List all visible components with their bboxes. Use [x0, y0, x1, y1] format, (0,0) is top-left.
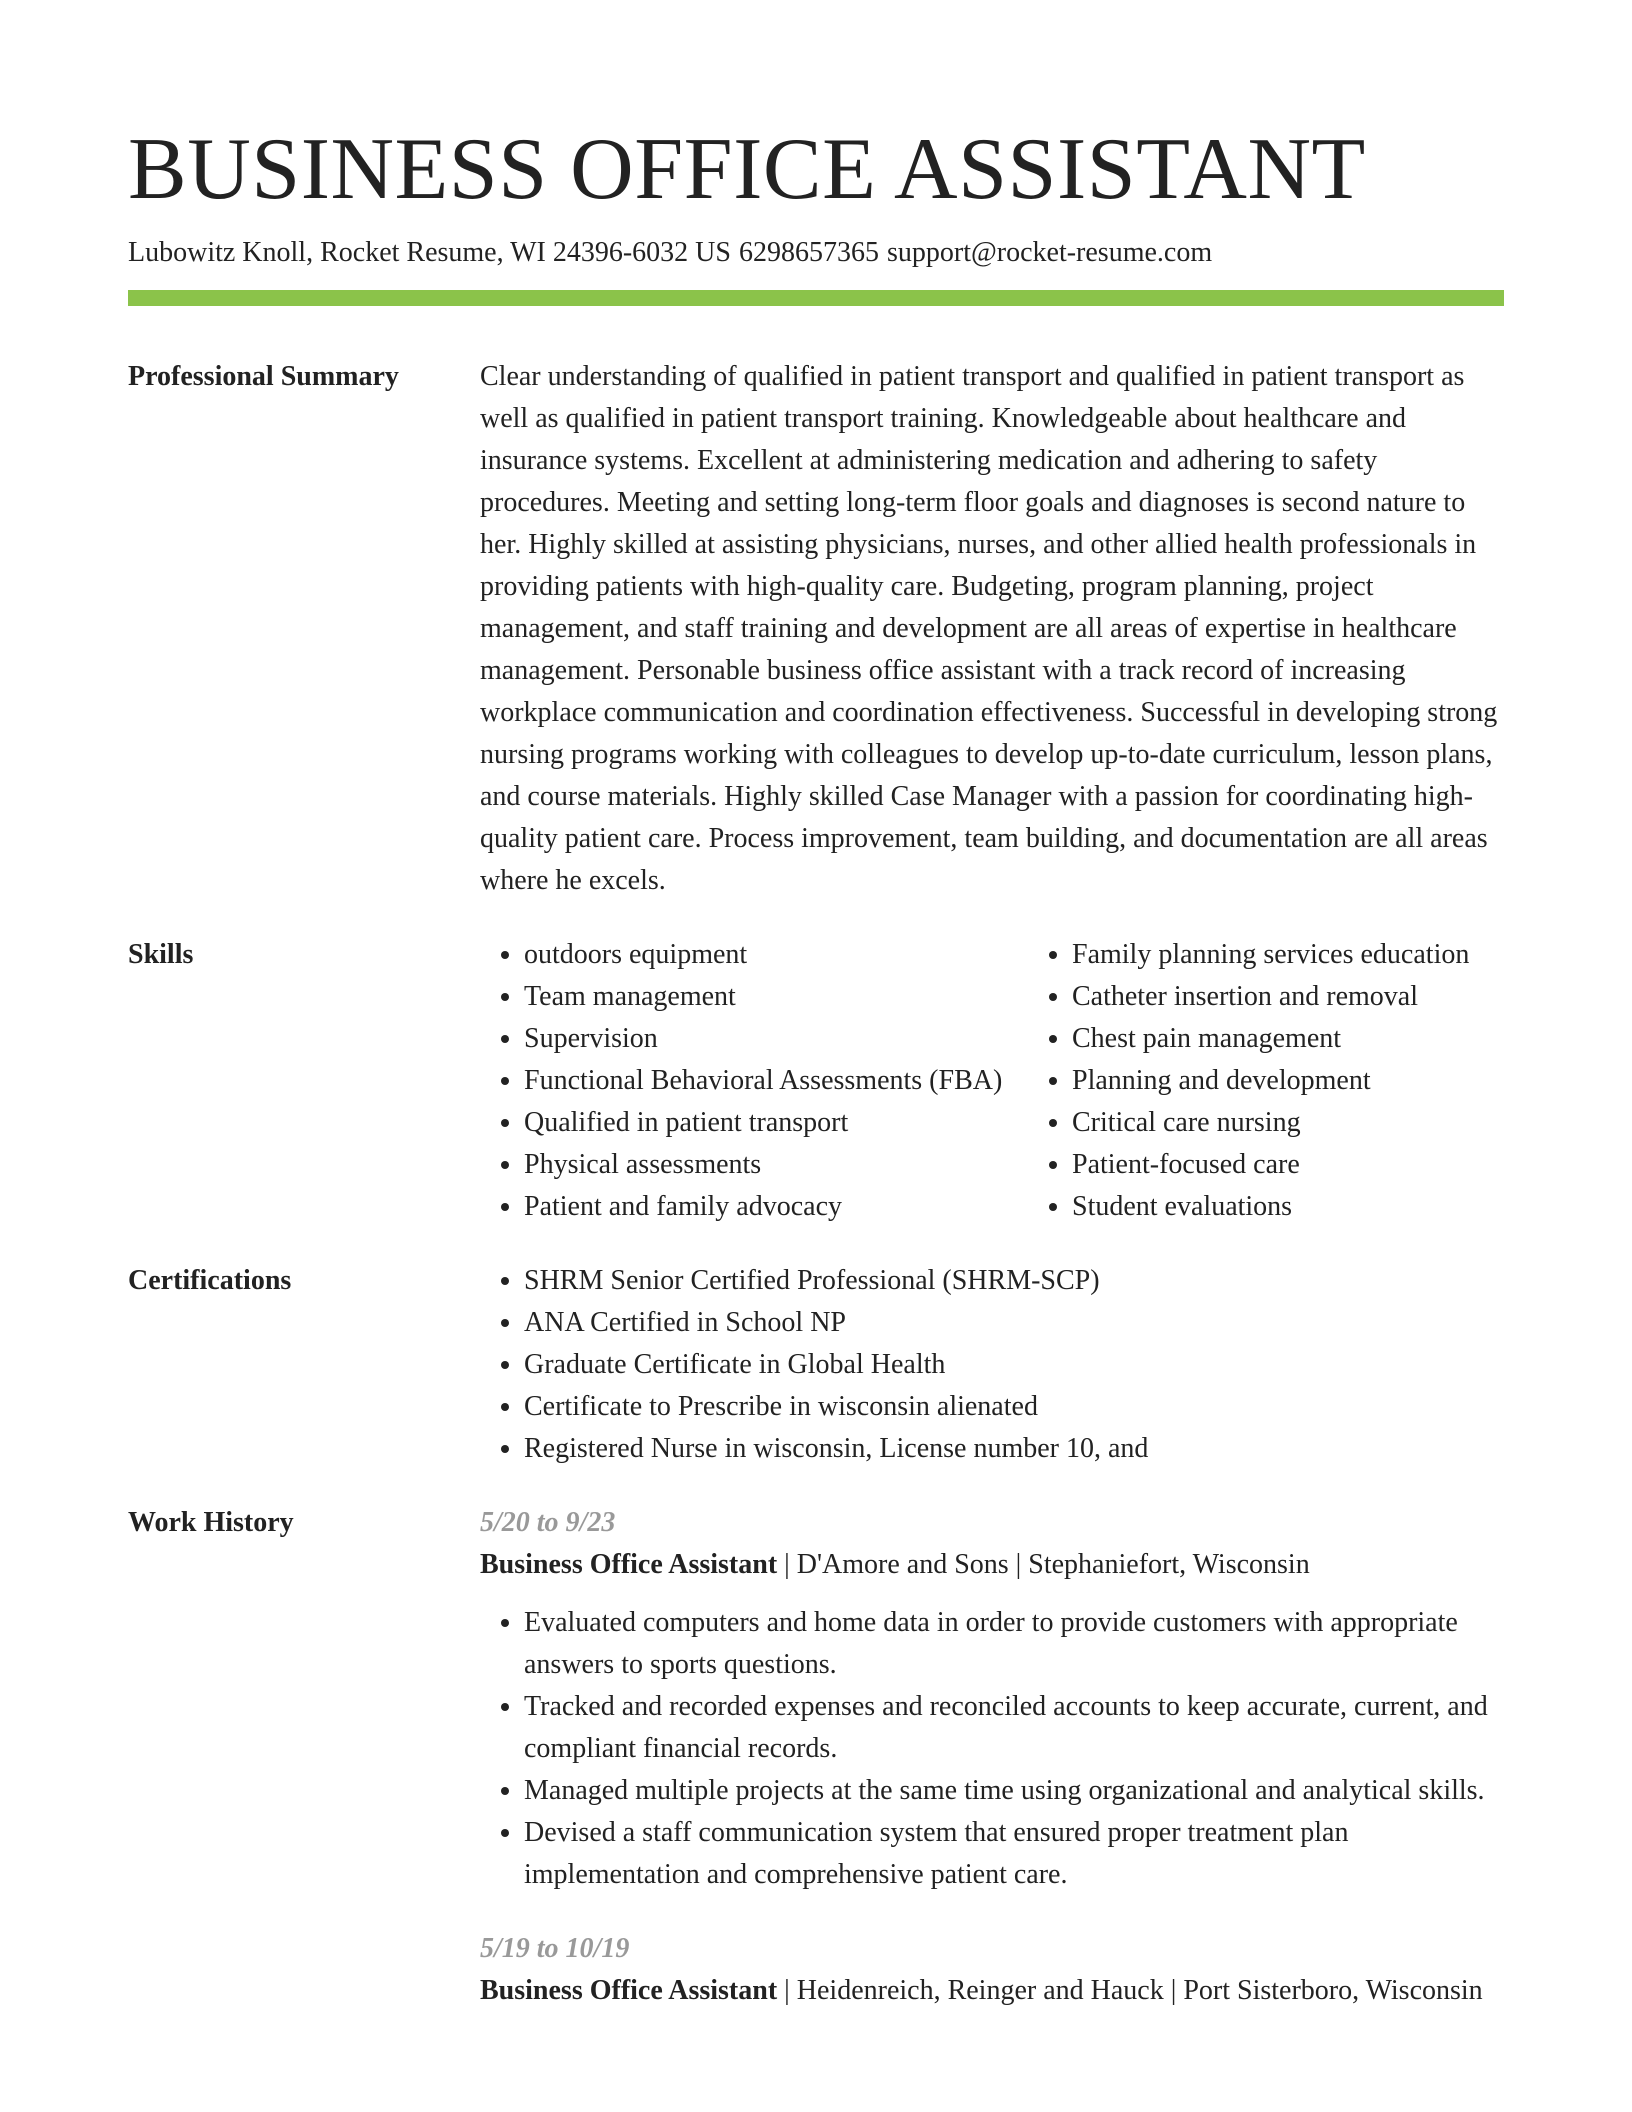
job-dates: 5/19 to 10/19 — [480, 1933, 630, 1964]
job-title: Business Office Assistant — [480, 1549, 778, 1580]
certification-item: • SHRM Senior Certified Professional (SHRM-SCP) — [524, 1260, 1504, 1302]
section-body — [480, 1502, 1504, 2012]
job-heading — [480, 1970, 1504, 2012]
work-history-section — [128, 1502, 1504, 2012]
certifications-section — [128, 1260, 1504, 1470]
job-heading — [480, 1544, 1504, 1586]
contact-address: Lubowitz Knoll, Rocket Resume, WI 24396-6032 US — [128, 237, 731, 268]
contact-phone: 6298657365 — [738, 237, 879, 268]
contact-email: support@rocket-resume.com — [886, 237, 1213, 268]
certification-item: • ANA Certified in School NP — [524, 1302, 1504, 1344]
skill-item: • Family planning services education — [1072, 934, 1576, 976]
job-bullet: • Tracked and recorded expenses and reconciled accounts to keep accurate, current, and compliant financial records. — [524, 1686, 1504, 1770]
contact-line — [128, 236, 1504, 270]
skills-columns — [480, 934, 1576, 1228]
section-body — [480, 356, 1504, 902]
section-label: Professional Summary — [128, 361, 399, 392]
skill-item: • Patient-focused care — [1072, 1144, 1576, 1186]
section-label: Skills — [128, 939, 194, 970]
skill-item: • outdoors equipment — [524, 934, 1028, 976]
job-dates: 5/20 to 9/23 — [480, 1507, 616, 1538]
job-entry — [480, 1502, 1504, 1896]
certification-item: • Certificate to Prescribe in wisconsin alienated — [524, 1386, 1504, 1428]
skill-item: • Patient and family advocacy — [524, 1186, 1028, 1228]
job-title: Business Office Assistant — [480, 1975, 778, 2006]
section-label: Certifications — [128, 1265, 292, 1296]
section-body — [480, 1260, 1504, 1470]
skill-item: • Functional Behavioral Assessments (FBA) — [524, 1060, 1028, 1102]
job-bullets — [480, 1602, 1504, 1896]
job-details: | D'Amore and Sons | Stephaniefort, Wisconsin — [777, 1549, 1310, 1580]
skill-item: • Student evaluations — [1072, 1186, 1576, 1228]
skill-item: • Critical care nursing — [1072, 1102, 1576, 1144]
skills-list-right — [1028, 934, 1576, 1228]
skill-item: • Physical assessments — [524, 1144, 1028, 1186]
skill-item: • Team management — [524, 976, 1028, 1018]
skill-item: • Supervision — [524, 1018, 1028, 1060]
job-bullet: • Evaluated computers and home data in order to provide customers with appropriate answers to sports questions. — [524, 1602, 1504, 1686]
skill-item: • Qualified in patient transport — [524, 1102, 1028, 1144]
section-label: Work History — [128, 1507, 294, 1538]
resume-header — [128, 0, 1504, 306]
professional-summary-section — [128, 356, 1504, 902]
skills-section — [128, 934, 1504, 1228]
job-entry — [480, 1928, 1504, 2012]
resume-name: BUSINESS OFFICE ASSISTANT — [128, 121, 1366, 218]
job-bullet: • Managed multiple projects at the same time using organizational and analytical skills. — [524, 1770, 1504, 1812]
skill-item: • Catheter insertion and removal — [1072, 976, 1576, 1018]
resume-page — [128, 0, 1504, 2012]
certification-item: • Graduate Certificate in Global Health — [524, 1344, 1504, 1386]
skills-list-left — [480, 934, 1028, 1228]
certifications-list — [480, 1260, 1504, 1470]
summary-text: Clear understanding of qualified in patient transport and qualified in patient transport as well as qualified in patient transport training. Knowledgeable about healthcare and insurance systems. Excellent at administering medication and adhering to safety procedures. Meeting and setting long-term floor goals and diagnoses is second nature to her. Highly skilled at assisting physicians, nurses, and other allied health professionals in providing patients with high-quality care. Budgeting, program planning, project management, and staff training and development are all areas of expertise in healthcare management. Personable business office assistant with a track record of increasing workplace communication and coordination effectiveness. Successful in developing strong nursing programs working with colleagues to develop up-to-date curriculum, lesson plans, and course materials. Highly skilled Case Manager with a passion for coordinating high-quality patient care. Process improvement, team building, and documentation are all areas where he excels. — [480, 361, 1498, 896]
job-bullet: • Devised a staff communication system that ensured proper treatment plan implementation and comprehensive patient care. — [524, 1812, 1504, 1896]
skill-item: • Planning and development — [1072, 1060, 1576, 1102]
certification-item: • Registered Nurse in wisconsin, License number 10, and — [524, 1428, 1504, 1470]
skill-item: • Chest pain management — [1072, 1018, 1576, 1060]
job-details: | Heidenreich, Reinger and Hauck | Port Sisterboro, Wisconsin — [777, 1975, 1483, 2006]
header-divider — [128, 290, 1504, 306]
